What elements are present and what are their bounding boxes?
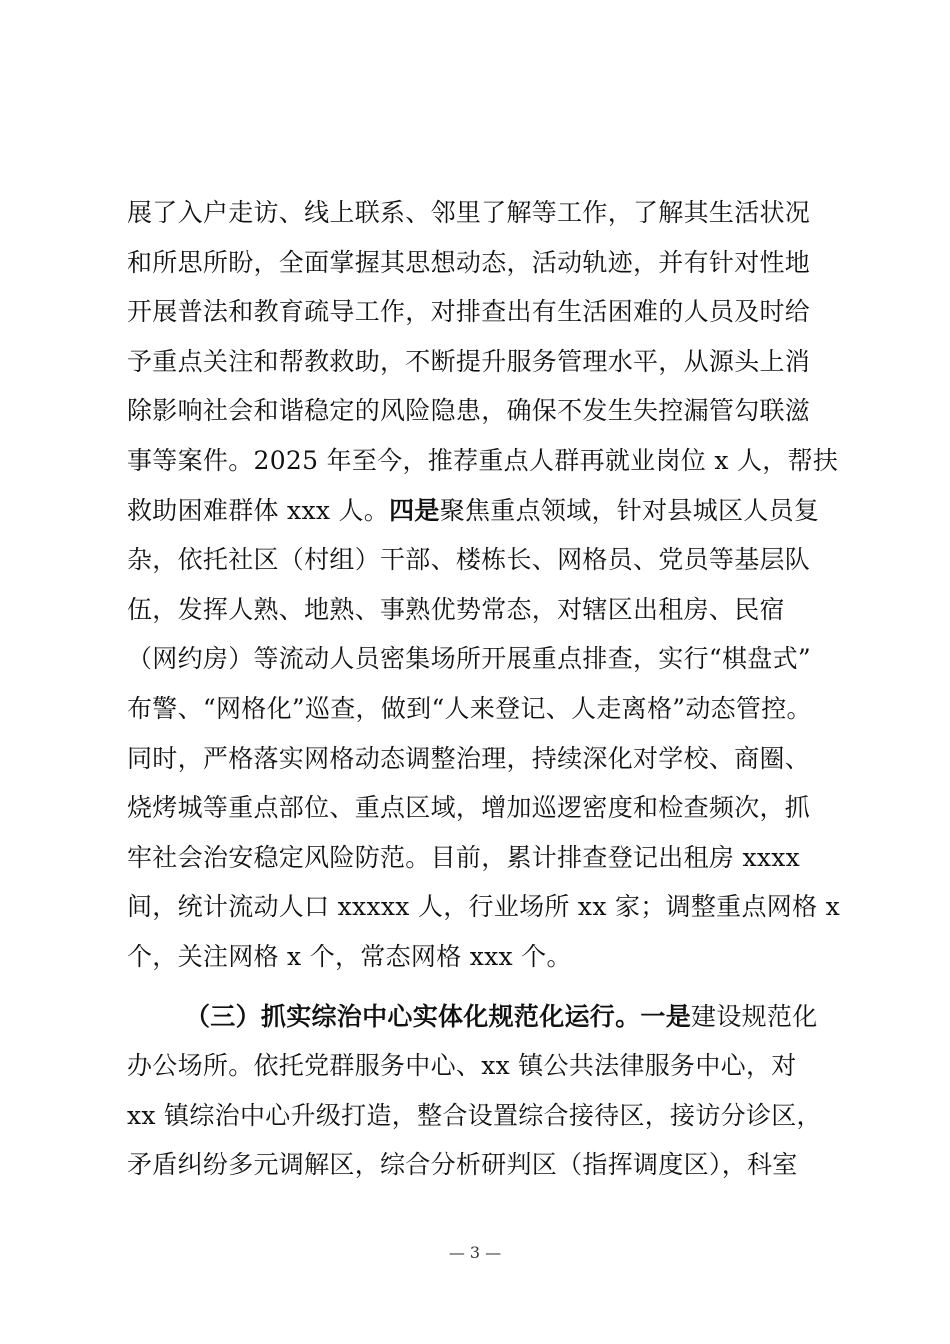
text-line: 和所思所盼，全面掌握其思想动态，活动轨迹，并有针对性地	[127, 247, 811, 277]
text-line: 开展普法和教育疏导工作，对排查出有生活困难的人员及时给	[127, 297, 811, 327]
text-line: （网约房）等流动人员密集场所开展重点排查，实行“棋盘式”	[127, 644, 811, 674]
text-line: 伍，发挥人熟、地熟、事熟优势常态，对辖区出租房、民宿	[127, 594, 785, 624]
section-heading: （三）抓实综治中心实体化规范化运行。一是	[185, 1001, 692, 1031]
item-marker-four: 四是	[389, 495, 440, 525]
text-line: 烧烤城等重点部位、重点区域，增加巡逻密度和检查频次，抓	[127, 793, 811, 823]
text-line: 间，统计流动人口 xxxxx 人，行业场所 xx 家；调整重点网格 x	[127, 892, 841, 922]
text-line: 展了入户走访、线上联系、邻里了解等工作，了解其生活状况	[127, 198, 811, 227]
text-line: 个，关注网格 x 个，常态网格 xxx 个。	[127, 941, 572, 971]
text-line: 除影响社会和谐稳定的风险隐患，确保不发生失控漏管勾联滋	[127, 396, 811, 426]
text-line: 事等案件。2025 年至今，推荐重点人群再就业岗位 x 人，帮扶	[127, 445, 839, 475]
text-line: 牢社会治安稳定风险防范。目前，累计排查登记出租房 xxxx	[127, 842, 801, 872]
section-heading-line: （三）抓实综治中心实体化规范化运行。一是建设规范化	[185, 1001, 818, 1031]
text-line: 布警、“网格化”巡查，做到“人来登记、人走离格”动态管控。	[127, 693, 812, 723]
text-line: 办公场所。依托党群服务中心、xx 镇公共法律服务中心，对	[127, 1051, 797, 1081]
text-line: 矛盾纠纷多元调解区，综合分析研判区（指挥调度区），科室	[127, 1150, 798, 1180]
body-text	[127, 188, 841, 1190]
text-line: xx 镇综治中心升级打造，整合设置综合接待区，接访分诊区，	[127, 1100, 822, 1130]
text-line: 杂，依托社区（村组）干部、楼栋长、网格员、党员等基层队	[127, 545, 811, 575]
text-line: 同时，严格落实网格动态调整治理，持续深化对学校、商圈、	[127, 743, 811, 773]
text-line: 予重点关注和帮教救助，不断提升服务管理水平，从源头上消	[127, 346, 811, 376]
text-line: 救助困难群体 xxx 人。四是聚焦重点领域，针对县城区人员复	[127, 495, 820, 525]
page-number: — 3 —	[448, 1243, 502, 1262]
